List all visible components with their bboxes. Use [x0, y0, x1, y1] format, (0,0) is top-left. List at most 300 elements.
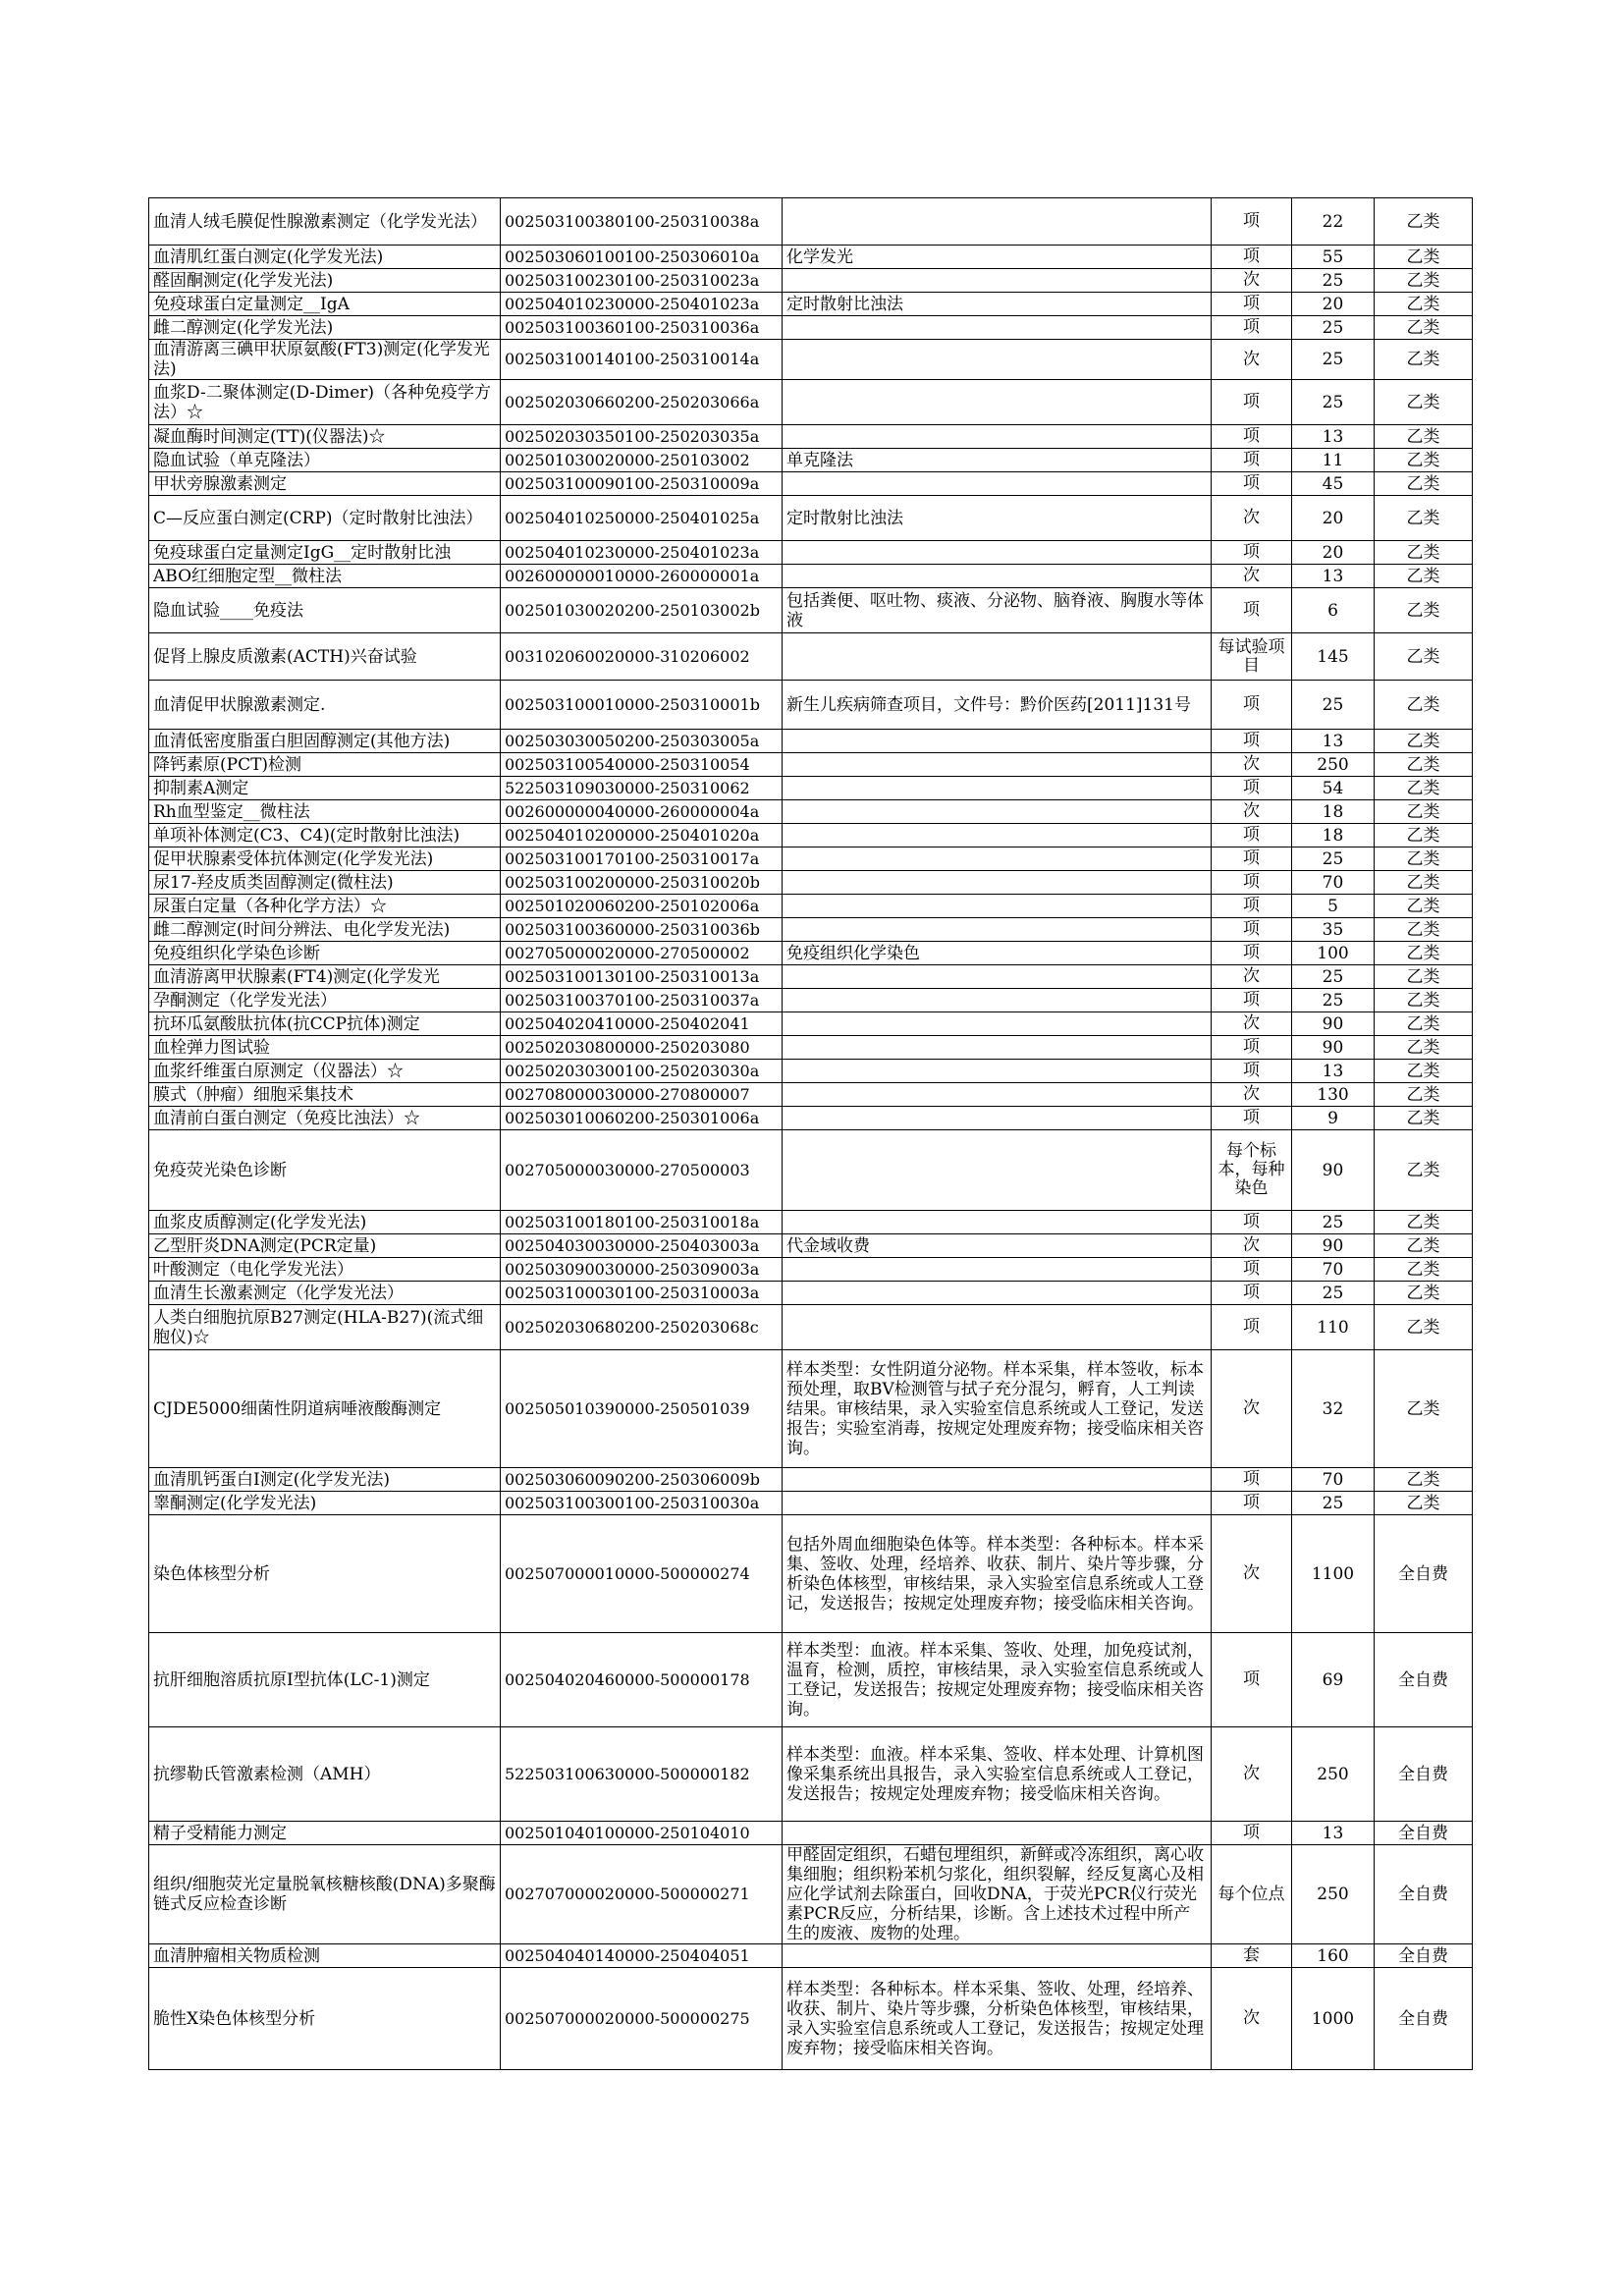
- item-unit: 项: [1212, 942, 1292, 965]
- item-description: [783, 1107, 1212, 1130]
- item-code: 002707000020000-500000271: [501, 1845, 783, 1944]
- item-price: 32: [1292, 1350, 1375, 1468]
- table-row: [149, 472, 1473, 496]
- item-name: 免疫球蛋白定量测定IgG__定时散射比浊: [149, 541, 501, 565]
- item-unit: 每试验项目: [1212, 633, 1292, 681]
- item-description: 样本类型：女性阴道分泌物。样本采集，样本签收，标本预处理，取BV检测管与拭子充分混匀，孵育，人工判读结果。审核结果，录入实验室信息系统或人工登记，发送报告；实验室消毒，按规定处理废弃物；接受临床相关咨询。: [783, 1350, 1212, 1468]
- item-name: 血清生长激素测定（化学发光法）: [149, 1282, 501, 1305]
- item-price: 6: [1292, 588, 1375, 633]
- item-category: 乙类: [1375, 425, 1473, 449]
- item-unit: 次: [1212, 1083, 1292, 1107]
- item-name: 血清游离甲状腺素(FT4)测定(化学发光: [149, 965, 501, 989]
- item-price: 45: [1292, 472, 1375, 496]
- item-price: 90: [1292, 1012, 1375, 1036]
- item-category: 乙类: [1375, 753, 1473, 777]
- item-name: 隐血试验（单克隆法）: [149, 449, 501, 472]
- table-row: [149, 1012, 1473, 1036]
- item-description: [783, 380, 1212, 425]
- item-name: 尿17-羟皮质类固醇测定(微柱法): [149, 871, 501, 895]
- item-description: [783, 1305, 1212, 1350]
- item-unit: 次: [1212, 1515, 1292, 1633]
- item-category: 乙类: [1375, 1107, 1473, 1130]
- item-unit: 次: [1212, 1727, 1292, 1822]
- item-code: 002502030300100-250203030a: [501, 1060, 783, 1083]
- item-code: 002503100230100-250310023a: [501, 269, 783, 293]
- table-row: [149, 824, 1473, 847]
- item-price: 130: [1292, 1083, 1375, 1107]
- item-name: 抑制素A测定: [149, 777, 501, 800]
- item-code: 002503100370100-250310037a: [501, 989, 783, 1012]
- item-unit: 项: [1212, 1258, 1292, 1282]
- item-name: 单项补体测定(C3、C4)(定时散射比浊法): [149, 824, 501, 847]
- item-unit: 项: [1212, 871, 1292, 895]
- item-name: 膜式（肿瘤）细胞采集技术: [149, 1083, 501, 1107]
- item-name: 血清促甲状腺激素测定.: [149, 681, 501, 730]
- item-description: [783, 1012, 1212, 1036]
- item-name: 促肾上腺皮质激素(ACTH)兴奋试验: [149, 633, 501, 681]
- table-row: [149, 965, 1473, 989]
- item-name: C—反应蛋白测定(CRP)（定时散射比浊法）: [149, 496, 501, 541]
- table-row: [149, 293, 1473, 316]
- item-unit: 套: [1212, 1944, 1292, 1968]
- table-row: [149, 340, 1473, 380]
- item-price: 25: [1292, 380, 1375, 425]
- item-unit: 项: [1212, 847, 1292, 871]
- table-row: [149, 198, 1473, 246]
- item-code: 002503100010000-250310001b: [501, 681, 783, 730]
- item-category: 乙类: [1375, 871, 1473, 895]
- item-price: 25: [1292, 965, 1375, 989]
- table-row: [149, 1845, 1473, 1944]
- item-description: 化学发光: [783, 246, 1212, 269]
- item-category: 全自费: [1375, 1944, 1473, 1968]
- table-row: [149, 895, 1473, 918]
- item-description: [783, 1211, 1212, 1234]
- item-code: 002503100360000-250310036b: [501, 918, 783, 942]
- item-description: [783, 1060, 1212, 1083]
- item-unit: 项: [1212, 1211, 1292, 1234]
- item-category: 乙类: [1375, 588, 1473, 633]
- item-name: Rh血型鉴定__微柱法: [149, 800, 501, 824]
- item-price: 22: [1292, 198, 1375, 246]
- item-name: 免疫荧光染色诊断: [149, 1130, 501, 1211]
- item-description: 样本类型：血液。样本采集、签收、处理，加免疫试剂，温育，检测，质控，审核结果，录入实验室信息系统或人工登记，发送报告；按规定处理废弃物；接受临床相关咨询。: [783, 1633, 1212, 1727]
- table-row: [149, 316, 1473, 340]
- item-code: 002503100200000-250310020b: [501, 871, 783, 895]
- table-row: [149, 246, 1473, 269]
- table-row: [149, 1258, 1473, 1282]
- item-description: [783, 269, 1212, 293]
- item-name: 睾酮测定(化学发光法): [149, 1492, 501, 1515]
- item-category: 乙类: [1375, 1012, 1473, 1036]
- item-code: 002507000020000-500000275: [501, 1968, 783, 2070]
- table-row: [149, 730, 1473, 753]
- item-category: 乙类: [1375, 847, 1473, 871]
- item-category: 乙类: [1375, 800, 1473, 824]
- item-unit: 项: [1212, 1282, 1292, 1305]
- item-description: [783, 777, 1212, 800]
- item-code: 002503100030100-250310003a: [501, 1282, 783, 1305]
- item-unit: 次: [1212, 965, 1292, 989]
- item-name: 雌二醇测定(时间分辨法、电化学发光法): [149, 918, 501, 942]
- table-row: [149, 1282, 1473, 1305]
- item-name: ABO红细胞定型__微柱法: [149, 565, 501, 588]
- item-unit: 项: [1212, 1468, 1292, 1492]
- item-code: 002708000030000-270800007: [501, 1083, 783, 1107]
- item-description: [783, 1492, 1212, 1515]
- item-name: 血清前白蛋白测定（免疫比浊法）☆: [149, 1107, 501, 1130]
- item-description: [783, 541, 1212, 565]
- table-row: [149, 1727, 1473, 1822]
- item-description: [783, 472, 1212, 496]
- table-row: [149, 1492, 1473, 1515]
- item-name: 免疫球蛋白定量测定__IgA: [149, 293, 501, 316]
- item-price: 25: [1292, 316, 1375, 340]
- item-name: 免疫组织化学染色诊断: [149, 942, 501, 965]
- item-category: 乙类: [1375, 1258, 1473, 1282]
- table-row: [149, 753, 1473, 777]
- item-code: 002705000030000-270500003: [501, 1130, 783, 1211]
- item-description: [783, 1130, 1212, 1211]
- item-unit: 次: [1212, 1234, 1292, 1258]
- table-row: [149, 1305, 1473, 1350]
- item-category: 乙类: [1375, 449, 1473, 472]
- item-price: 70: [1292, 871, 1375, 895]
- item-price: 25: [1292, 1211, 1375, 1234]
- item-name: 组织/细胞荧光定量脱氧核糖核酸(DNA)多聚酶链式反应检查诊断: [149, 1845, 501, 1944]
- item-name: 尿蛋白定量（各种化学方法）☆: [149, 895, 501, 918]
- item-description: [783, 730, 1212, 753]
- item-category: 乙类: [1375, 1036, 1473, 1060]
- item-description: [783, 1944, 1212, 1968]
- item-code: 002504040140000-250404051: [501, 1944, 783, 1968]
- table-row: [149, 800, 1473, 824]
- item-category: 乙类: [1375, 942, 1473, 965]
- item-unit: 项: [1212, 293, 1292, 316]
- item-unit: 次: [1212, 496, 1292, 541]
- item-description: [783, 847, 1212, 871]
- item-name: 染色体核型分析: [149, 1515, 501, 1633]
- item-unit: 项: [1212, 824, 1292, 847]
- item-unit: 次: [1212, 269, 1292, 293]
- item-price: 13: [1292, 1060, 1375, 1083]
- item-code: 002503100540000-250310054: [501, 753, 783, 777]
- item-category: 乙类: [1375, 269, 1473, 293]
- item-name: 乙型肝炎DNA测定(PCR定量): [149, 1234, 501, 1258]
- table-row: [149, 380, 1473, 425]
- item-category: 乙类: [1375, 777, 1473, 800]
- table-row: [149, 681, 1473, 730]
- item-code: 002504010230000-250401023a: [501, 293, 783, 316]
- item-unit: 项: [1212, 588, 1292, 633]
- item-code: 002504020460000-500000178: [501, 1633, 783, 1727]
- item-category: 全自费: [1375, 1822, 1473, 1845]
- item-description: [783, 565, 1212, 588]
- item-unit: 每个标本，每种染色: [1212, 1130, 1292, 1211]
- item-price: 25: [1292, 269, 1375, 293]
- item-code: 002503100380100-250310038a: [501, 198, 783, 246]
- item-description: [783, 965, 1212, 989]
- item-category: 乙类: [1375, 380, 1473, 425]
- item-price: 90: [1292, 1130, 1375, 1211]
- item-category: 乙类: [1375, 1492, 1473, 1515]
- item-code: 522503100630000-500000182: [501, 1727, 783, 1822]
- item-name: 凝血酶时间测定(TT)(仪器法)☆: [149, 425, 501, 449]
- table-row: [149, 942, 1473, 965]
- table-row: [149, 1211, 1473, 1234]
- table-row: [149, 1822, 1473, 1845]
- item-code: 002503100130100-250310013a: [501, 965, 783, 989]
- item-price: 25: [1292, 340, 1375, 380]
- item-description: 样本类型：血液。样本采集、签收、样本处理、计算机图像采集系统出具报告，录入实验室信息系统或人工登记，发送报告；按规定处理废弃物；接受临床相关咨询。: [783, 1727, 1212, 1822]
- item-description: [783, 1822, 1212, 1845]
- item-description: [783, 1083, 1212, 1107]
- item-unit: 项: [1212, 472, 1292, 496]
- item-name: 降钙素原(PCT)检测: [149, 753, 501, 777]
- item-code: 002600000010000-260000001a: [501, 565, 783, 588]
- item-price: 20: [1292, 293, 1375, 316]
- item-category: 乙类: [1375, 989, 1473, 1012]
- item-code: 002507000010000-500000274: [501, 1515, 783, 1633]
- item-category: 全自费: [1375, 1727, 1473, 1822]
- item-price: 69: [1292, 1633, 1375, 1727]
- item-description: [783, 871, 1212, 895]
- table-row: [149, 1060, 1473, 1083]
- item-price: 20: [1292, 496, 1375, 541]
- item-price: 11: [1292, 449, 1375, 472]
- item-name: 血清人绒毛膜促性腺激素测定（化学发光法）: [149, 198, 501, 246]
- item-category: 乙类: [1375, 1130, 1473, 1211]
- item-code: 002502030680200-250203068c: [501, 1305, 783, 1350]
- item-category: 乙类: [1375, 1282, 1473, 1305]
- table-row: [149, 496, 1473, 541]
- item-price: 25: [1292, 1282, 1375, 1305]
- item-unit: 项: [1212, 1492, 1292, 1515]
- item-code: 002503100180100-250310018a: [501, 1211, 783, 1234]
- item-category: 乙类: [1375, 1305, 1473, 1350]
- fee-table-body: [149, 198, 1473, 2070]
- item-price: 25: [1292, 847, 1375, 871]
- item-name: 雌二醇测定(化学发光法): [149, 316, 501, 340]
- table-row: [149, 847, 1473, 871]
- item-description: [783, 316, 1212, 340]
- item-code: 002504010200000-250401020a: [501, 824, 783, 847]
- item-name: 醛固酮测定(化学发光法): [149, 269, 501, 293]
- table-row: [149, 1350, 1473, 1468]
- item-category: 乙类: [1375, 246, 1473, 269]
- item-category: 乙类: [1375, 918, 1473, 942]
- table-row: [149, 918, 1473, 942]
- item-unit: 项: [1212, 449, 1292, 472]
- item-price: 13: [1292, 1822, 1375, 1845]
- table-row: [149, 1107, 1473, 1130]
- item-category: 乙类: [1375, 1350, 1473, 1468]
- item-category: 乙类: [1375, 472, 1473, 496]
- item-category: 乙类: [1375, 633, 1473, 681]
- item-name: 脆性X染色体核型分析: [149, 1968, 501, 2070]
- item-code: 002503010060200-250301006a: [501, 1107, 783, 1130]
- item-unit: 项: [1212, 1060, 1292, 1083]
- table-row: [149, 1515, 1473, 1633]
- item-category: 全自费: [1375, 1515, 1473, 1633]
- item-code: 002504030030000-250403003a: [501, 1234, 783, 1258]
- item-price: 18: [1292, 824, 1375, 847]
- item-name: CJDE5000细菌性阴道病唾液酸酶测定: [149, 1350, 501, 1468]
- item-name: 血栓弹力图试验: [149, 1036, 501, 1060]
- item-unit: 每个位点: [1212, 1845, 1292, 1944]
- item-category: 乙类: [1375, 895, 1473, 918]
- item-code: 002502030800000-250203080: [501, 1036, 783, 1060]
- item-price: 54: [1292, 777, 1375, 800]
- item-description: [783, 1036, 1212, 1060]
- item-price: 5: [1292, 895, 1375, 918]
- item-description: [783, 1282, 1212, 1305]
- item-description: [783, 824, 1212, 847]
- item-price: 25: [1292, 989, 1375, 1012]
- item-code: 002505010390000-250501039: [501, 1350, 783, 1468]
- table-row: [149, 1036, 1473, 1060]
- item-description: [783, 633, 1212, 681]
- item-name: 血浆D-二聚体测定(D-Dimer)（各种免疫学方法）☆: [149, 380, 501, 425]
- item-category: 乙类: [1375, 293, 1473, 316]
- item-code: 002503060100100-250306010a: [501, 246, 783, 269]
- item-category: 乙类: [1375, 965, 1473, 989]
- item-price: 55: [1292, 246, 1375, 269]
- table-row: [149, 588, 1473, 633]
- item-code: 002503100300100-250310030a: [501, 1492, 783, 1515]
- item-unit: 项: [1212, 425, 1292, 449]
- item-description: 样本类型：各种标本。样本采集、签收、处理，经培养、收获、制片、染片等步骤，分析染色体核型，审核结果，录入实验室信息系统或人工登记，发送报告；按规定处理废弃物；接受临床相关咨询。: [783, 1968, 1212, 2070]
- item-unit: 项: [1212, 777, 1292, 800]
- item-name: 血清游离三碘甲状原氨酸(FT3)测定(化学发光法): [149, 340, 501, 380]
- item-unit: 项: [1212, 316, 1292, 340]
- item-unit: 次: [1212, 1012, 1292, 1036]
- item-category: 乙类: [1375, 1083, 1473, 1107]
- item-category: 乙类: [1375, 496, 1473, 541]
- item-unit: 项: [1212, 1107, 1292, 1130]
- item-unit: 项: [1212, 541, 1292, 565]
- item-code: 002501040100000-250104010: [501, 1822, 783, 1845]
- item-unit: 次: [1212, 753, 1292, 777]
- table-row: [149, 1130, 1473, 1211]
- table-row: [149, 1234, 1473, 1258]
- item-description: [783, 989, 1212, 1012]
- item-unit: 次: [1212, 800, 1292, 824]
- item-description: 免疫组织化学染色: [783, 942, 1212, 965]
- item-code: 002503100140100-250310014a: [501, 340, 783, 380]
- item-description: [783, 800, 1212, 824]
- item-category: 乙类: [1375, 1234, 1473, 1258]
- item-code: 522503109030000-250310062: [501, 777, 783, 800]
- item-name: 抗环瓜氨酸肽抗体(抗CCP抗体)测定: [149, 1012, 501, 1036]
- item-unit: 次: [1212, 1968, 1292, 2070]
- item-name: 抗肝细胞溶质抗原I型抗体(LC-1)测定: [149, 1633, 501, 1727]
- item-name: 叶酸测定（电化学发光法）: [149, 1258, 501, 1282]
- item-description: 单克隆法: [783, 449, 1212, 472]
- item-description: [783, 1258, 1212, 1282]
- item-unit: 项: [1212, 1036, 1292, 1060]
- table-row: [149, 425, 1473, 449]
- item-category: 乙类: [1375, 565, 1473, 588]
- item-price: 250: [1292, 1727, 1375, 1822]
- item-code: 002503100170100-250310017a: [501, 847, 783, 871]
- item-price: 25: [1292, 1492, 1375, 1515]
- item-code: 002504010250000-250401025a: [501, 496, 783, 541]
- item-description: [783, 340, 1212, 380]
- item-price: 1100: [1292, 1515, 1375, 1633]
- table-row: [149, 871, 1473, 895]
- item-code: 002503090030000-250309003a: [501, 1258, 783, 1282]
- item-price: 160: [1292, 1944, 1375, 1968]
- item-price: 13: [1292, 565, 1375, 588]
- item-description: [783, 753, 1212, 777]
- item-unit: 项: [1212, 918, 1292, 942]
- table-row: [149, 777, 1473, 800]
- item-name: 促甲状腺素受体抗体测定(化学发光法): [149, 847, 501, 871]
- item-price: 13: [1292, 730, 1375, 753]
- item-unit: 项: [1212, 989, 1292, 1012]
- item-unit: 项: [1212, 1305, 1292, 1350]
- item-name: 甲状旁腺激素测定: [149, 472, 501, 496]
- item-category: 乙类: [1375, 316, 1473, 340]
- item-price: 35: [1292, 918, 1375, 942]
- item-category: 乙类: [1375, 340, 1473, 380]
- item-unit: 次: [1212, 1350, 1292, 1468]
- item-category: 乙类: [1375, 1468, 1473, 1492]
- table-row: [149, 541, 1473, 565]
- item-code: 002501020060200-250102006a: [501, 895, 783, 918]
- item-price: 20: [1292, 541, 1375, 565]
- table-row: [149, 1083, 1473, 1107]
- table-row: [149, 989, 1473, 1012]
- item-category: 乙类: [1375, 1060, 1473, 1083]
- item-price: 1000: [1292, 1968, 1375, 2070]
- item-unit: 项: [1212, 380, 1292, 425]
- item-name: 抗缪勒氏管激素检测（AMH）: [149, 1727, 501, 1822]
- item-price: 110: [1292, 1305, 1375, 1350]
- item-code: 002501030020200-250103002b: [501, 588, 783, 633]
- table-row: [149, 1944, 1473, 1968]
- item-name: 血清肿瘤相关物质检测: [149, 1944, 501, 1968]
- fee-table: [148, 197, 1473, 2070]
- item-unit: 项: [1212, 895, 1292, 918]
- item-name: 精子受精能力测定: [149, 1822, 501, 1845]
- item-code: 002502030660200-250203066a: [501, 380, 783, 425]
- item-code: 002705000020000-270500002: [501, 942, 783, 965]
- item-name: 人类白细胞抗原B27测定(HLA-B27)(流式细胞仪)☆: [149, 1305, 501, 1350]
- item-code: 002504020410000-250402041: [501, 1012, 783, 1036]
- item-category: 乙类: [1375, 681, 1473, 730]
- item-description: [783, 895, 1212, 918]
- item-description: 包括外周血细胞染色体等。样本类型：各种标本。样本采集、签收、处理，经培养、收获、制片、染片等步骤，分析染色体核型，审核结果，录入实验室信息系统或人工登记，发送报告；按规定处理废弃物；接受临床相关咨询。: [783, 1515, 1212, 1633]
- item-price: 25: [1292, 681, 1375, 730]
- item-price: 250: [1292, 753, 1375, 777]
- item-unit: 次: [1212, 340, 1292, 380]
- item-description: 包括粪便、呕吐物、痰液、分泌物、脑脊液、胸腹水等体液: [783, 588, 1212, 633]
- table-row: [149, 633, 1473, 681]
- item-price: 90: [1292, 1036, 1375, 1060]
- item-name: 孕酮测定（化学发光法）: [149, 989, 501, 1012]
- item-category: 乙类: [1375, 541, 1473, 565]
- item-description: [783, 198, 1212, 246]
- item-description: 代金域收费: [783, 1234, 1212, 1258]
- item-name: 血清肌钙蛋白I测定(化学发光法): [149, 1468, 501, 1492]
- item-category: 全自费: [1375, 1633, 1473, 1727]
- item-code: 002503030050200-250303005a: [501, 730, 783, 753]
- item-price: 9: [1292, 1107, 1375, 1130]
- item-code: 002503100360100-250310036a: [501, 316, 783, 340]
- item-name: 血清低密度脂蛋白胆固醇测定(其他方法): [149, 730, 501, 753]
